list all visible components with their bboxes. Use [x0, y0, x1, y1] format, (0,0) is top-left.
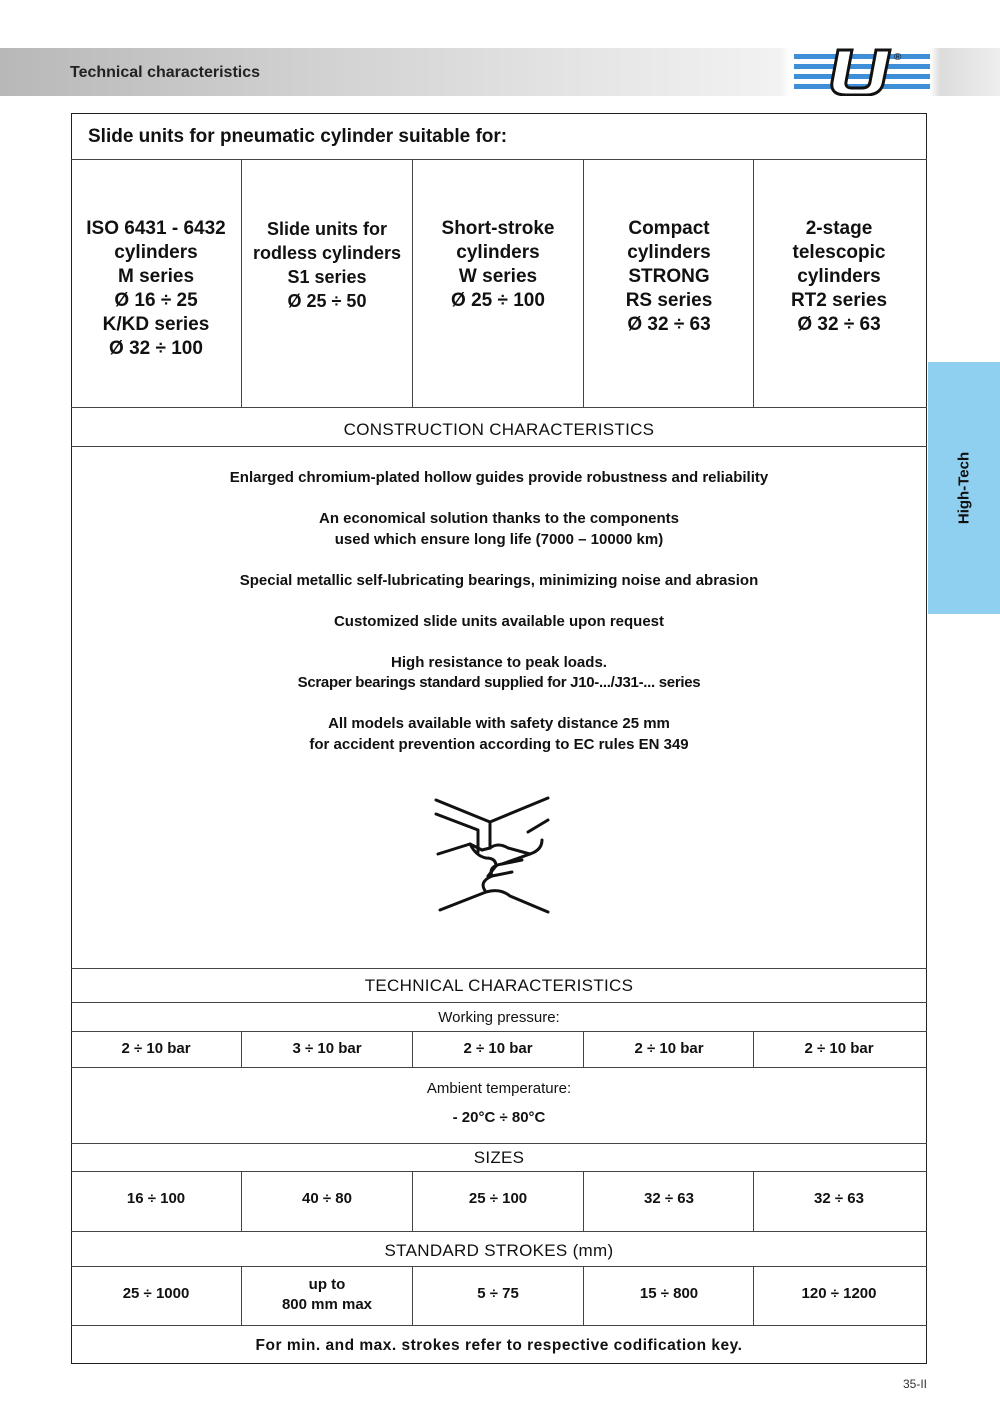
page-number: 35-II [903, 1377, 928, 1391]
divider [71, 446, 927, 447]
working-pressure-value: 2 ÷ 10 bar [463, 1040, 533, 1057]
column-heading-telescopic: 2-stage telescopic cylinders RT2 series Ø 32 ÷ 63 [790, 218, 888, 335]
stroke-value: 15 ÷ 800 [639, 1285, 699, 1302]
ambient-temperature-label: Ambient temperature: [426, 1080, 572, 1097]
stroke-value: 25 ÷ 1000 [122, 1285, 190, 1302]
divider [71, 1002, 927, 1003]
divider [71, 1143, 927, 1144]
hand-pinch-hazard-icon [430, 792, 560, 917]
size-value: 32 ÷ 63 [814, 1190, 864, 1207]
divider [71, 1266, 927, 1267]
construction-section-title: CONSTRUCTION CHARACTERISTICS [343, 420, 655, 439]
divider [71, 1067, 927, 1068]
side-tab-label: High-Tech [955, 451, 973, 525]
strokes-section-title: STANDARD STROKES (mm) [384, 1241, 614, 1260]
feature-item: High resistance to peak loads. Scraper bearings standard supplied for J10-.../J31-... series [297, 653, 701, 691]
size-value: 40 ÷ 80 [302, 1190, 352, 1207]
divider [71, 1231, 927, 1232]
divider [71, 968, 927, 969]
technical-section-title: TECHNICAL CHARACTERISTICS [364, 976, 634, 995]
brand-logo [794, 48, 930, 96]
column-heading-compact: Compact cylinders STRONG RS series Ø 32 ÷ 63 [625, 218, 713, 335]
stroke-value: 120 ÷ 1200 [801, 1285, 877, 1302]
feature-item: All models available with safety distance 25 mm for accident prevention according to EC rules EN 349 [309, 715, 689, 753]
ambient-temperature-value: - 20°C ÷ 80°C [452, 1109, 546, 1126]
working-pressure-value: 3 ÷ 10 bar [292, 1040, 362, 1057]
side-tab[interactable] [928, 362, 1000, 614]
sizes-section-title: SIZES [473, 1148, 525, 1167]
size-value: 32 ÷ 63 [644, 1190, 694, 1207]
column-heading-rodless: Slide units for rodless cylinders S1 series Ø 25 ÷ 50 [252, 219, 402, 311]
feature-item: Special metallic self-lubricating bearings, minimizing noise and abrasion [239, 571, 759, 589]
table-title: Slide units for pneumatic cylinder suitable for: [88, 126, 508, 147]
size-value: 16 ÷ 100 [126, 1190, 186, 1207]
size-value: 25 ÷ 100 [468, 1190, 528, 1207]
working-pressure-value: 2 ÷ 10 bar [634, 1040, 704, 1057]
divider [71, 407, 927, 408]
column-heading-short-stroke: Short-stroke cylinders W series Ø 25 ÷ 100 [441, 218, 555, 311]
working-pressure-value: 2 ÷ 10 bar [804, 1040, 874, 1057]
divider [71, 1325, 927, 1326]
feature-item: Customized slide units available upon request [333, 612, 665, 630]
divider [71, 159, 927, 160]
divider [71, 1171, 927, 1172]
working-pressure-value: 2 ÷ 10 bar [121, 1040, 191, 1057]
strokes-footer-note: For min. and max. strokes refer to respective codification key. [255, 1337, 743, 1354]
working-pressure-label: Working pressure: [438, 1009, 560, 1026]
feature-item: Enlarged chromium-plated hollow guides provide robustness and reliability [229, 469, 769, 486]
construction-features [71, 468, 927, 776]
stroke-value: up to 800 mm max [281, 1276, 373, 1313]
divider [71, 1031, 927, 1032]
registered-mark: ® [894, 52, 902, 63]
stroke-value: 5 ÷ 75 [477, 1285, 519, 1302]
page-header-title: Technical characteristics [70, 64, 261, 81]
column-heading-iso: ISO 6431 - 6432 cylinders M series Ø 16 ÷ 25 K/KD series Ø 32 ÷ 100 [86, 218, 226, 359]
feature-item: An economical solution thanks to the components used which ensure long life (7000 – 10000 km) [318, 510, 680, 548]
